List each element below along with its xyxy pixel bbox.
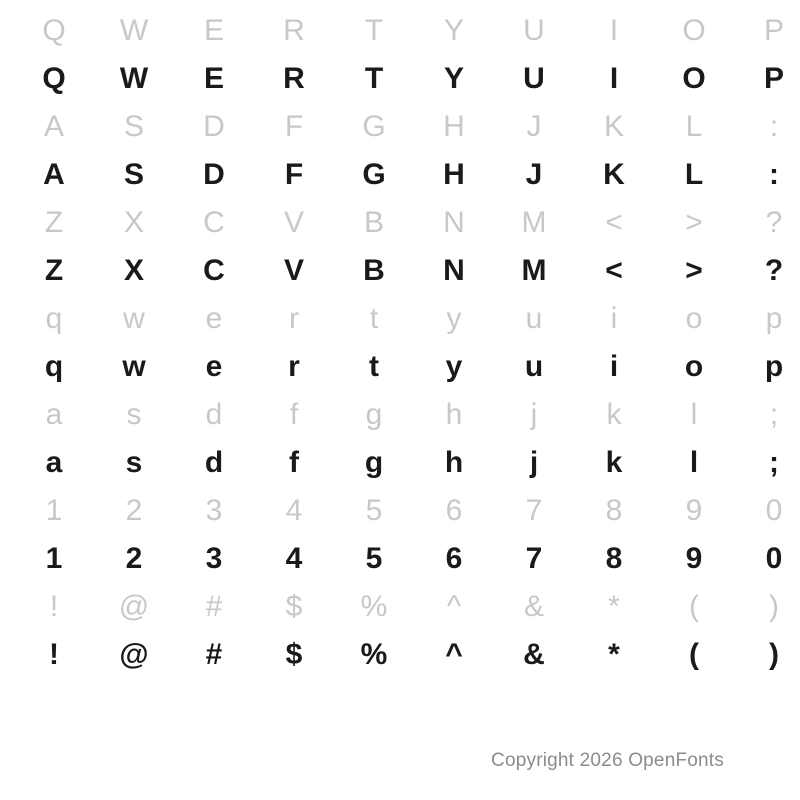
copyright-notice: Copyright 2026 OpenFonts	[491, 750, 724, 771]
glyph-cell: l	[689, 446, 699, 479]
glyph-row	[0, 440, 800, 486]
glyph-cell: G	[362, 110, 386, 143]
glyph-cell: 9	[685, 542, 703, 575]
glyph-row	[0, 582, 800, 632]
glyph-cell: h	[445, 398, 463, 431]
glyph-cell: #	[205, 638, 223, 671]
glyph-row	[0, 344, 800, 390]
glyph-cell: p	[765, 302, 783, 335]
glyph-cell: (	[689, 638, 699, 671]
glyph-cell: B	[363, 254, 385, 287]
glyph-cell: I	[609, 14, 619, 47]
glyph-cell: j	[529, 446, 539, 479]
glyph-row	[0, 198, 800, 248]
glyph-cell: C	[203, 206, 225, 239]
glyph-cell: w	[123, 302, 145, 335]
glyph-cell: J	[525, 158, 543, 191]
glyph-cell: h	[444, 446, 464, 479]
glyph-cell: q	[45, 302, 63, 335]
glyph-cell: u	[524, 350, 544, 383]
glyph-cell: F	[284, 158, 304, 191]
glyph-cell: j	[530, 398, 538, 431]
glyph-cell: e	[205, 302, 223, 335]
glyph-cell: 6	[445, 542, 463, 575]
glyph-cell: ?	[764, 254, 784, 287]
glyph-cell: f	[289, 398, 299, 431]
glyph-cell: H	[443, 158, 465, 191]
glyph-row	[0, 294, 800, 344]
glyph-cell: %	[360, 638, 388, 671]
glyph-cell: ^	[445, 638, 463, 671]
glyph-cell: L	[684, 158, 704, 191]
glyph-cell: P	[763, 62, 784, 95]
glyph-cell: &	[523, 590, 544, 623]
glyph-row	[0, 486, 800, 536]
glyph-row	[0, 390, 800, 440]
glyph-cell: $	[285, 590, 303, 623]
glyph-cell: y	[446, 302, 462, 335]
glyph-cell: O	[682, 14, 706, 47]
glyph-cell: k	[605, 446, 623, 479]
glyph-cell: i	[610, 302, 618, 335]
glyph-cell: E	[203, 14, 224, 47]
glyph-cell: X	[123, 254, 144, 287]
glyph-cell: o	[684, 350, 704, 383]
glyph-cell: 2	[125, 494, 143, 527]
glyph-cell: >	[685, 254, 703, 287]
glyph-cell: U	[523, 14, 545, 47]
glyph-cell: W	[119, 62, 149, 95]
glyph-cell: 1	[45, 542, 63, 575]
glyph-cell: y	[445, 350, 463, 383]
glyph-cell: !	[49, 590, 59, 623]
glyph-cell: s	[125, 446, 143, 479]
glyph-cell: Q	[42, 14, 66, 47]
glyph-cell: B	[363, 206, 384, 239]
glyph-cell: S	[123, 110, 144, 143]
glyph-cell: :	[769, 110, 779, 143]
glyph-cell: )	[769, 638, 779, 671]
glyph-cell: e	[205, 350, 223, 383]
glyph-cell: r	[289, 302, 299, 335]
glyph-cell: K	[603, 110, 624, 143]
glyph-row	[0, 632, 800, 678]
glyph-cell: J	[526, 110, 542, 143]
glyph-row	[0, 6, 800, 56]
glyph-cell: 7	[525, 542, 543, 575]
glyph-cell: W	[119, 14, 149, 47]
glyph-cell: R	[283, 62, 305, 95]
glyph-cell: t	[369, 350, 379, 383]
glyph-cell: 6	[445, 494, 463, 527]
glyph-row	[0, 56, 800, 102]
glyph-cell: 7	[525, 494, 543, 527]
glyph-cell: T	[364, 62, 384, 95]
glyph-cell: T	[364, 14, 384, 47]
glyph-cell: *	[608, 638, 620, 671]
glyph-cell: E	[203, 62, 224, 95]
glyph-cell: V	[283, 206, 304, 239]
glyph-cell: &	[523, 638, 545, 671]
glyph-cell: 3	[205, 542, 223, 575]
glyph-row	[0, 248, 800, 294]
glyph-cell: 0	[765, 494, 783, 527]
glyph-cell: K	[603, 158, 625, 191]
glyph-row	[0, 102, 800, 152]
glyph-cell: D	[203, 158, 225, 191]
glyph-cell: Z	[44, 206, 64, 239]
glyph-cell: 8	[605, 494, 623, 527]
glyph-cell: M	[521, 254, 547, 287]
glyph-cell: U	[523, 62, 545, 95]
glyph-cell: d	[205, 398, 223, 431]
glyph-cell: G	[362, 158, 386, 191]
glyph-cell: X	[123, 206, 144, 239]
glyph-cell: Y	[443, 62, 464, 95]
glyph-cell: 0	[765, 542, 783, 575]
glyph-cell: !	[49, 638, 59, 671]
glyph-cell: H	[443, 110, 465, 143]
glyph-cell: 2	[125, 542, 143, 575]
glyph-cell: S	[123, 158, 144, 191]
glyph-cell: D	[203, 110, 225, 143]
glyph-cell: ;	[769, 446, 779, 479]
glyph-cell: 5	[365, 542, 383, 575]
glyph-cell: w	[122, 350, 146, 383]
glyph-cell: R	[283, 14, 305, 47]
glyph-cell: V	[283, 254, 304, 287]
glyph-cell: l	[690, 398, 698, 431]
glyph-cell: ^	[446, 590, 462, 623]
glyph-cell: r	[288, 350, 300, 383]
glyph-cell: C	[203, 254, 225, 287]
glyph-cell: d	[204, 446, 224, 479]
glyph-cell: Y	[443, 14, 464, 47]
glyph-cell: A	[43, 158, 65, 191]
glyph-cell: o	[685, 302, 703, 335]
glyph-cell: ?	[765, 206, 783, 239]
glyph-cell: <	[605, 254, 623, 287]
glyph-cell: 3	[205, 494, 223, 527]
glyph-cell: N	[443, 206, 465, 239]
glyph-cell: s	[126, 398, 142, 431]
glyph-cell: *	[608, 590, 620, 623]
glyph-cell: N	[443, 254, 465, 287]
glyph-cell: 1	[45, 494, 63, 527]
glyph-cell: P	[763, 14, 784, 47]
glyph-cell: Q	[42, 62, 66, 95]
glyph-cell: :	[769, 158, 779, 191]
glyph-cell: F	[284, 110, 304, 143]
glyph-cell: O	[682, 62, 706, 95]
glyph-row	[0, 536, 800, 582]
glyph-cell: L	[685, 110, 703, 143]
glyph-cell: >	[685, 206, 703, 239]
glyph-cell: 5	[365, 494, 383, 527]
glyph-cell: M	[521, 206, 547, 239]
glyph-cell: )	[769, 590, 779, 623]
glyph-cell: u	[525, 302, 543, 335]
glyph-cell: k	[606, 398, 622, 431]
glyph-cell: (	[689, 590, 699, 623]
glyph-cell: g	[364, 446, 384, 479]
glyph-cell: %	[360, 590, 388, 623]
glyph-cell: 4	[285, 494, 303, 527]
glyph-cell: ;	[769, 398, 779, 431]
glyph-row	[0, 152, 800, 198]
glyph-cell: 9	[685, 494, 703, 527]
glyph-cell: a	[45, 446, 63, 479]
glyph-cell: i	[609, 350, 619, 383]
glyph-cell: p	[764, 350, 784, 383]
glyph-cell: $	[285, 638, 303, 671]
glyph-cell: I	[609, 62, 619, 95]
glyph-cell: f	[289, 446, 299, 479]
glyph-cell: @	[119, 638, 149, 671]
glyph-cell: Z	[44, 254, 64, 287]
glyph-cell: a	[45, 398, 63, 431]
glyph-cell: #	[205, 590, 223, 623]
glyph-cell: t	[369, 302, 379, 335]
glyph-cell: q	[44, 350, 64, 383]
glyph-cell: A	[43, 110, 64, 143]
glyph-cell: 4	[285, 542, 303, 575]
glyph-cell: @	[118, 590, 150, 623]
glyph-cell: g	[365, 398, 383, 431]
glyph-cell: <	[605, 206, 623, 239]
glyph-cell: 8	[605, 542, 623, 575]
